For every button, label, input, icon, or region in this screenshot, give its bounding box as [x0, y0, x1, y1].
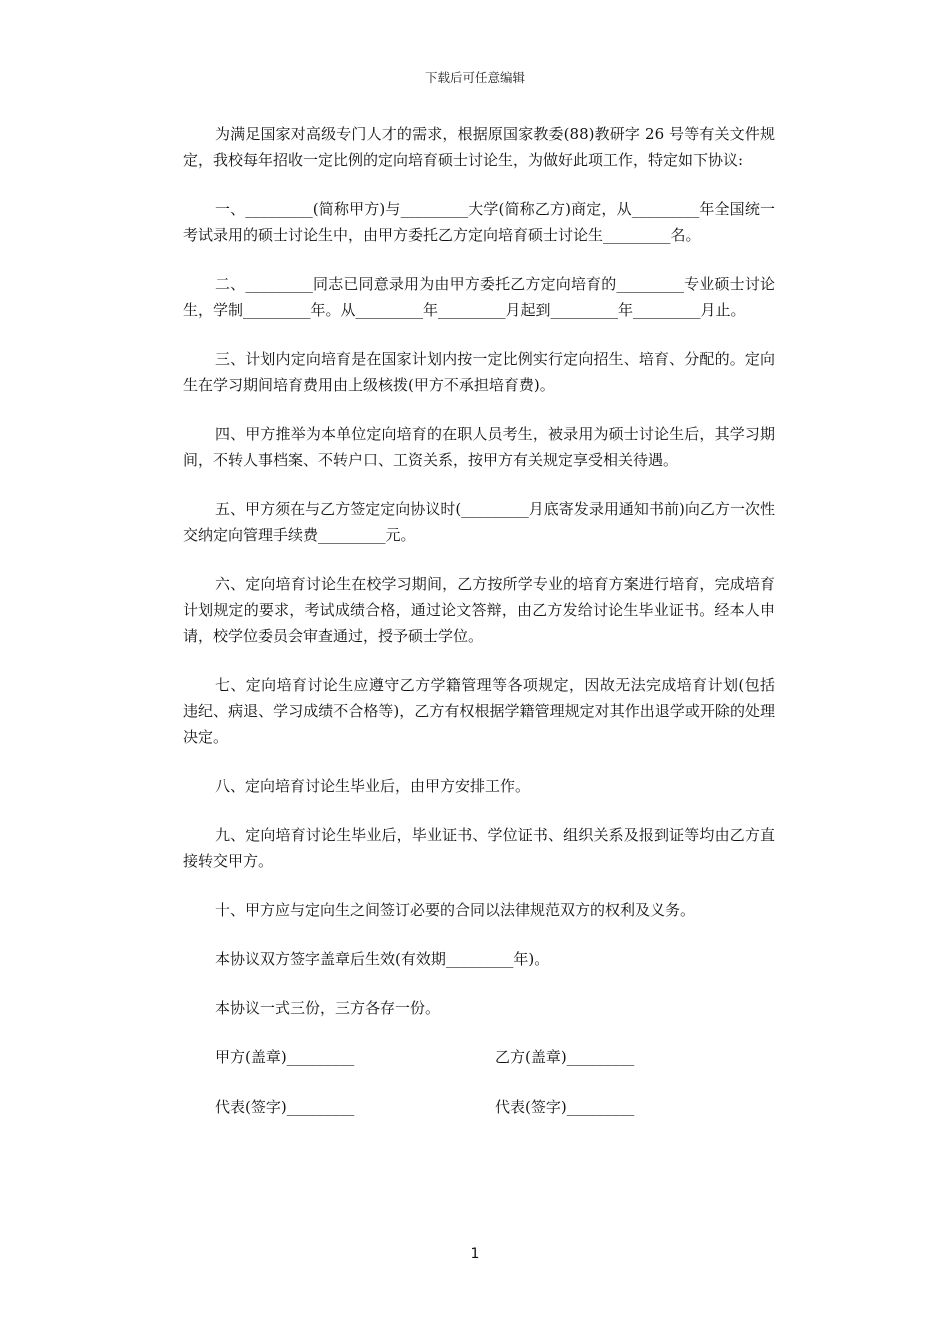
- party-a-representative: 代表(签字)_________: [215, 1098, 355, 1116]
- clause-2: 二、_________同志已同意录用为由甲方委托乙方定向培育的_________专业硕士讨论生，学制_________年。从_________年_________月起到_________年_________月止。: [183, 275, 775, 319]
- validity-statement: 本协议双方签字盖章后生效(有效期_________年)。: [215, 950, 550, 968]
- clause-1: 一、_________(简称甲方)与_________大学(简称乙方)商定，从_________年全国统一考试录用的硕士讨论生中，由甲方委托乙方定向培育硕士讨论生_________名。: [183, 200, 775, 244]
- clause-8: 八、定向培育讨论生毕业后，由甲方安排工作。: [215, 777, 531, 795]
- party-b-seal: 乙方(盖章)_________: [495, 1048, 635, 1066]
- clause-4: 四、甲方推举为本单位定向培育的在职人员考生，被录用为硕士讨论生后，其学习期间，不转人事档案、不转户口、工资关系，按甲方有关规定享受相关待遇。: [183, 425, 775, 469]
- copies-statement: 本协议一式三份，三方各存一份。: [215, 999, 441, 1017]
- clause-3: 三、计划内定向培育是在国家计划内按一定比例实行定向招生、培育、分配的。定向生在学习期间培育费用由上级核拨(甲方不承担培育费)。: [183, 350, 775, 394]
- seal-row: [183, 1044, 775, 1070]
- clause-5: 五、甲方须在与乙方签定定向协议时(_________月底寄发录用通知书前)向乙方一次性交纳定向管理手续费_________元。: [183, 500, 775, 544]
- party-a-seal: 甲方(盖章)_________: [215, 1048, 355, 1066]
- page-number: 1: [470, 1246, 480, 1262]
- agreement-body: [183, 121, 775, 1144]
- clause-6: 六、定向培育讨论生在校学习期间，乙方按所学专业的培育方案进行培育，完成培育计划规定的要求，考试成绩合格，通过论文答辩，由乙方发给讨论生毕业证书。经本人申请，校学位委员会审查通过，授予硕士学位。: [183, 575, 775, 645]
- clause-10: 十、甲方应与定向生之间签订必要的合同以法律规范双方的权利及义务。: [215, 901, 696, 919]
- intro-paragraph: 为满足国家对高级专门人才的需求，根据原国家教委(88)教研字 26 号等有关文件规定，我校每年招收一定比例的定向培育硕士讨论生，为做好此项工作，特定如下协议:: [183, 125, 775, 169]
- clause-7: 七、定向培育讨论生应遵守乙方学籍管理等各项规定，因故无法完成培育计划(包括违纪、病退、学习成绩不合格等)，乙方有权根据学籍管理规定对其作出退学或开除的处理决定。: [183, 676, 775, 746]
- party-b-representative: 代表(签字)_________: [495, 1098, 635, 1116]
- representative-row: [183, 1094, 775, 1120]
- page-header: 下载后可任意编辑: [424, 70, 525, 85]
- clause-9: 九、定向培育讨论生毕业后，毕业证书、学位证书、组织关系及报到证等均由乙方直接转交甲方。: [183, 826, 775, 870]
